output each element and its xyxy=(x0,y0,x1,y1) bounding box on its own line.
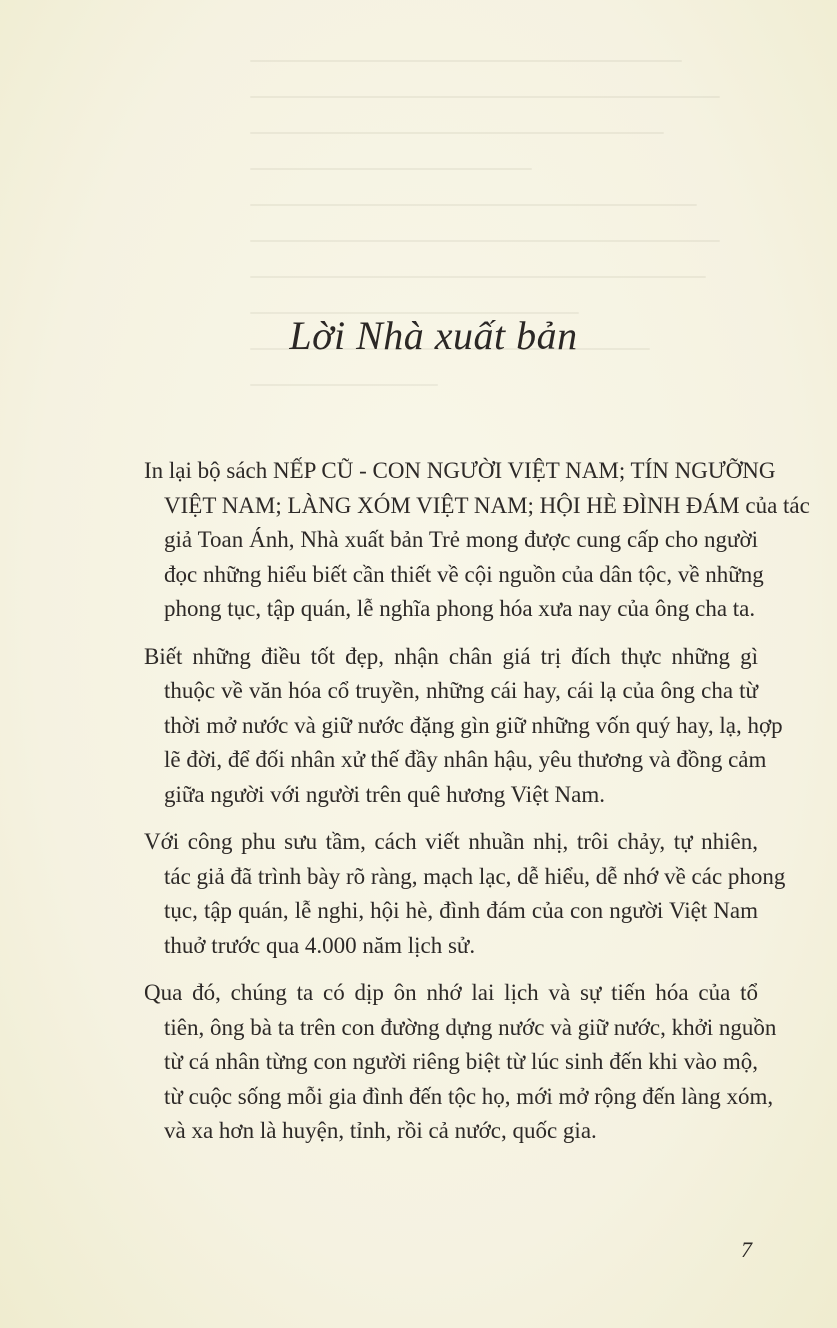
text-line: thuộc về văn hóa cổ truyền, những cái hay, cái lạ của ông cha từ xyxy=(164,678,758,703)
text-line: phong tục, tập quán, lễ nghĩa phong hóa xưa nay của ông cha ta. xyxy=(164,596,756,621)
text-line: từ cá nhân từng con người riêng biệt từ lúc sinh đến khi vào mộ, xyxy=(164,1049,758,1074)
text-line: từ cuộc sống mỗi gia đình đến tộc họ, mới mở rộng đến làng xóm, xyxy=(164,1083,774,1109)
text-line: và xa hơn là huyện, tỉnh, rồi cả nước, quốc gia. xyxy=(164,1118,597,1143)
text-line: đọc những hiểu biết cần thiết về cội nguồn của dân tộc, về những xyxy=(164,561,764,587)
paragraph-2 xyxy=(118,640,783,813)
body-text xyxy=(118,454,810,1162)
text-line: giả Toan Ánh, Nhà xuất bản Trẻ mong được cung cấp cho người xyxy=(164,527,758,552)
paragraph-4 xyxy=(118,976,777,1149)
text-line: tục, tập quán, lễ nghi, hội hè, đình đám của con người Việt Nam xyxy=(164,898,758,923)
paragraph-1 xyxy=(118,454,810,627)
text-line: tác giả đã trình bày rõ ràng, mạch lạc, dễ hiểu, dễ nhớ về các phong xyxy=(164,863,786,889)
text-line: tiên, ông bà ta trên con đường dựng nước và giữ nước, khởi nguồn xyxy=(164,1014,777,1040)
text-line: VIỆT NAM; LÀNG XÓM VIỆT NAM; HỘI HÈ ĐÌNH ĐÁM của tác xyxy=(164,492,810,518)
page-number: 7 xyxy=(741,1237,752,1262)
text-line: giữa người với người trên quê hương Việt Nam. xyxy=(164,781,606,807)
paragraph-3 xyxy=(118,825,786,963)
text-line: lẽ đời, để đối nhân xử thế đầy nhân hậu, yêu thương và đồng cảm xyxy=(164,747,767,772)
page-title: Lời Nhà xuất bản xyxy=(289,313,578,358)
text-line: thuở trước qua 4.000 năm lịch sử. xyxy=(164,932,476,958)
text-line: Với công phu sưu tầm, cách viết nhuần nhị, trôi chảy, tự nhiên, xyxy=(144,829,758,854)
text-line: In lại bộ sách NẾP CŨ - CON NGƯỜI VIỆT NAM; TÍN NGƯỠNG xyxy=(144,458,776,483)
text-line: thời mở nước và giữ nước đặng gìn giữ những vốn quý hay, lạ, hợp xyxy=(164,712,783,738)
text-line: Biết những điều tốt đẹp, nhận chân giá trị đích thực những gì xyxy=(144,643,758,669)
reverse-page-bleed-through xyxy=(250,60,720,460)
text-line: Qua đó, chúng ta có dịp ôn nhớ lai lịch và sự tiến hóa của tổ xyxy=(144,980,758,1005)
